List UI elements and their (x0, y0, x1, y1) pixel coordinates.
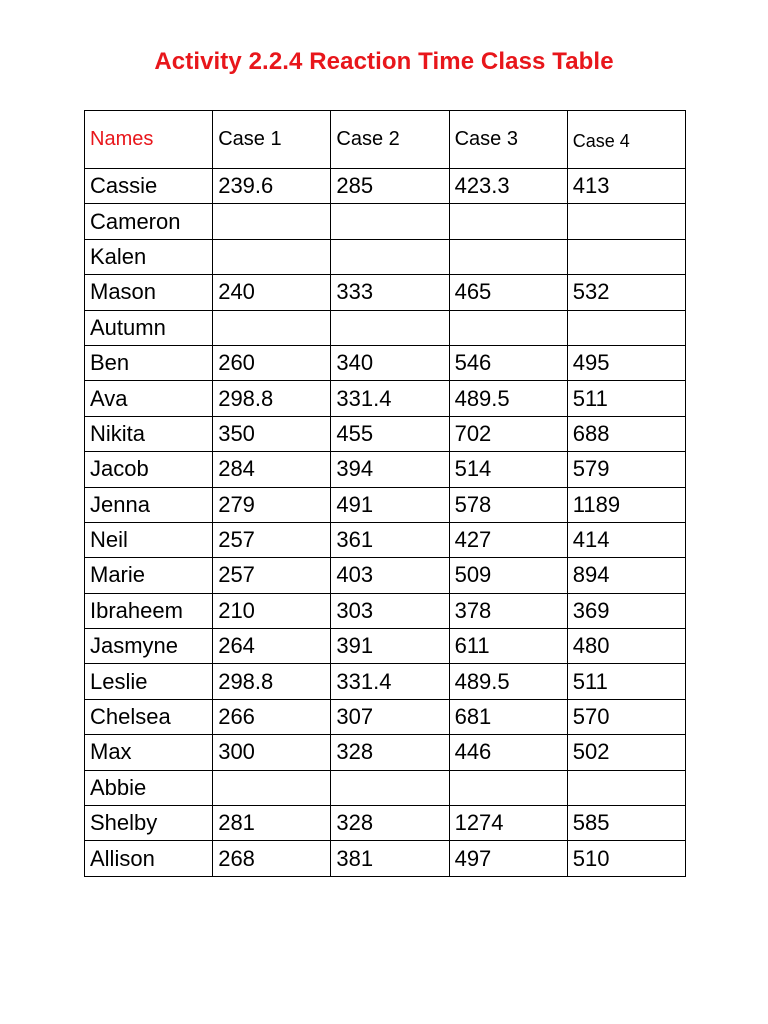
cell-case-2 (331, 770, 449, 805)
cell-case-2: 307 (331, 699, 449, 734)
cell-case-1: 284 (213, 452, 331, 487)
table-body (85, 169, 686, 877)
cell-case-1: 257 (213, 558, 331, 593)
cell-name: Kalen (85, 239, 213, 274)
cell-name: Ibraheem (85, 593, 213, 628)
cell-case-4: 688 (567, 416, 685, 451)
cell-case-3: 681 (449, 699, 567, 734)
cell-case-4: 480 (567, 629, 685, 664)
cell-name: Jasmyne (85, 629, 213, 664)
cell-case-3: 489.5 (449, 381, 567, 416)
cell-name: Ben (85, 345, 213, 380)
column-header-case-3: Case 3 (449, 111, 567, 169)
cell-name: Cameron (85, 204, 213, 239)
cell-case-2 (331, 239, 449, 274)
cell-case-3: 546 (449, 345, 567, 380)
cell-name: Chelsea (85, 699, 213, 734)
cell-case-2: 328 (331, 806, 449, 841)
cell-case-1 (213, 204, 331, 239)
reaction-time-table (84, 110, 686, 877)
table-row (85, 381, 686, 416)
cell-case-3 (449, 239, 567, 274)
cell-case-1: 239.6 (213, 169, 331, 204)
table-row (85, 345, 686, 380)
cell-name: Autumn (85, 310, 213, 345)
cell-case-2: 491 (331, 487, 449, 522)
cell-name: Jenna (85, 487, 213, 522)
cell-case-3 (449, 204, 567, 239)
cell-case-4 (567, 204, 685, 239)
cell-case-1: 279 (213, 487, 331, 522)
cell-case-3: 1274 (449, 806, 567, 841)
table-row (85, 629, 686, 664)
cell-name: Nikita (85, 416, 213, 451)
cell-case-1: 240 (213, 275, 331, 310)
cell-case-1: 298.8 (213, 381, 331, 416)
cell-case-2: 285 (331, 169, 449, 204)
table-row (85, 275, 686, 310)
cell-case-2: 328 (331, 735, 449, 770)
table-row (85, 169, 686, 204)
cell-case-2: 331.4 (331, 664, 449, 699)
cell-name: Ava (85, 381, 213, 416)
cell-case-2: 391 (331, 629, 449, 664)
cell-case-2: 455 (331, 416, 449, 451)
column-header-case-4: Case 4 (567, 111, 685, 169)
cell-name: Shelby (85, 806, 213, 841)
cell-name: Mason (85, 275, 213, 310)
table-row (85, 204, 686, 239)
cell-name: Allison (85, 841, 213, 876)
cell-case-3: 497 (449, 841, 567, 876)
cell-case-2 (331, 204, 449, 239)
cell-name: Cassie (85, 169, 213, 204)
cell-name: Neil (85, 522, 213, 557)
cell-case-4: 502 (567, 735, 685, 770)
cell-case-2: 331.4 (331, 381, 449, 416)
cell-case-1: 300 (213, 735, 331, 770)
cell-case-1 (213, 310, 331, 345)
column-header-case-2: Case 2 (331, 111, 449, 169)
cell-case-1: 210 (213, 593, 331, 628)
page-title: Activity 2.2.4 Reaction Time Class Table (154, 48, 614, 75)
cell-case-3: 427 (449, 522, 567, 557)
cell-case-1 (213, 770, 331, 805)
cell-case-2: 340 (331, 345, 449, 380)
table-row (85, 806, 686, 841)
cell-case-3: 578 (449, 487, 567, 522)
cell-case-1: 268 (213, 841, 331, 876)
cell-case-1 (213, 239, 331, 274)
cell-case-2: 394 (331, 452, 449, 487)
cell-name: Abbie (85, 770, 213, 805)
table-row (85, 770, 686, 805)
cell-case-4: 585 (567, 806, 685, 841)
cell-case-2: 333 (331, 275, 449, 310)
cell-case-3: 423.3 (449, 169, 567, 204)
cell-case-3: 509 (449, 558, 567, 593)
table-row (85, 452, 686, 487)
cell-case-2: 403 (331, 558, 449, 593)
table-row (85, 239, 686, 274)
cell-case-1: 350 (213, 416, 331, 451)
table-row (85, 664, 686, 699)
cell-case-4: 1189 (567, 487, 685, 522)
cell-case-1: 298.8 (213, 664, 331, 699)
cell-case-4: 894 (567, 558, 685, 593)
table-row (85, 310, 686, 345)
table-header-row (85, 111, 686, 169)
cell-case-4 (567, 239, 685, 274)
cell-case-4: 414 (567, 522, 685, 557)
cell-case-2: 361 (331, 522, 449, 557)
cell-case-3: 378 (449, 593, 567, 628)
table-row (85, 593, 686, 628)
column-header-names: Names (85, 111, 213, 169)
cell-name: Marie (85, 558, 213, 593)
cell-case-4: 511 (567, 664, 685, 699)
cell-case-4: 413 (567, 169, 685, 204)
cell-case-1: 264 (213, 629, 331, 664)
cell-case-1: 260 (213, 345, 331, 380)
table-row (85, 487, 686, 522)
cell-case-3: 489.5 (449, 664, 567, 699)
cell-case-3: 465 (449, 275, 567, 310)
cell-case-2: 303 (331, 593, 449, 628)
cell-case-4: 510 (567, 841, 685, 876)
cell-case-3 (449, 310, 567, 345)
column-header-case-1: Case 1 (213, 111, 331, 169)
cell-case-3: 611 (449, 629, 567, 664)
cell-case-1: 281 (213, 806, 331, 841)
table-row (85, 699, 686, 734)
cell-case-1: 266 (213, 699, 331, 734)
table-row (85, 522, 686, 557)
cell-case-2: 381 (331, 841, 449, 876)
cell-case-4: 579 (567, 452, 685, 487)
cell-case-4: 570 (567, 699, 685, 734)
cell-case-3: 514 (449, 452, 567, 487)
cell-case-4: 369 (567, 593, 685, 628)
table-row (85, 416, 686, 451)
cell-case-4 (567, 310, 685, 345)
cell-name: Max (85, 735, 213, 770)
cell-case-4: 495 (567, 345, 685, 380)
cell-case-2 (331, 310, 449, 345)
cell-case-4: 532 (567, 275, 685, 310)
cell-case-4 (567, 770, 685, 805)
cell-case-4: 511 (567, 381, 685, 416)
cell-case-3: 702 (449, 416, 567, 451)
cell-name: Leslie (85, 664, 213, 699)
table-row (85, 558, 686, 593)
table-row (85, 841, 686, 876)
cell-case-3 (449, 770, 567, 805)
cell-case-3: 446 (449, 735, 567, 770)
cell-case-1: 257 (213, 522, 331, 557)
cell-name: Jacob (85, 452, 213, 487)
table-row (85, 735, 686, 770)
